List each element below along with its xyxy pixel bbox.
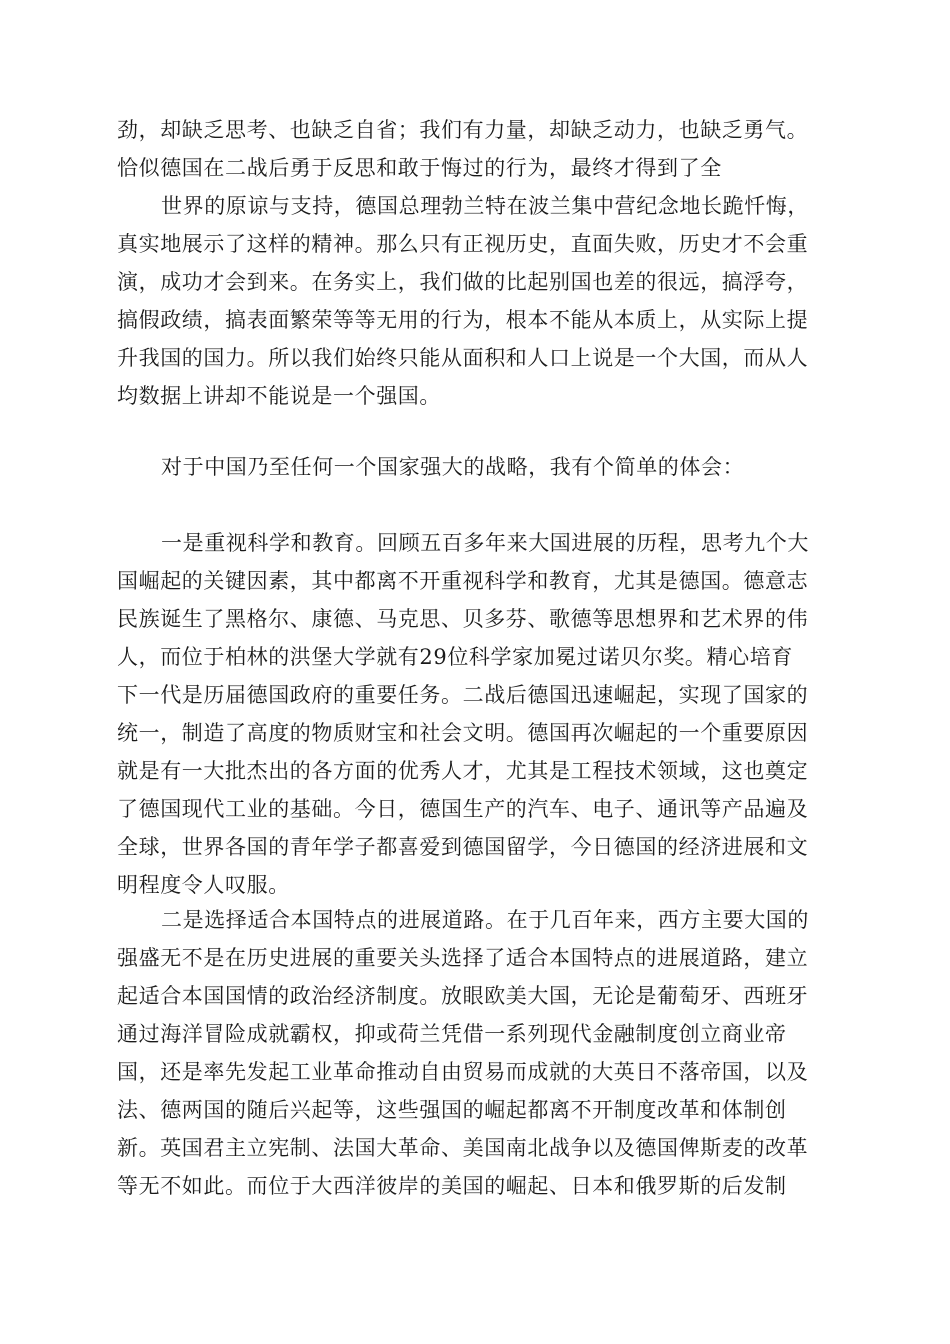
text-line: 二是选择适合本国特点的进展道路。在于几百年来，西方主要大国的 bbox=[161, 908, 809, 932]
text-line: 法、德两国的随后兴起等，这些强国的崛起都离不开制度改革和体制创 bbox=[117, 1098, 787, 1122]
text-line: 搞假政绩，搞表面繁荣等等无用的行为，根本不能从本质上，从实际上提 bbox=[117, 308, 809, 332]
paragraph bbox=[117, 111, 833, 187]
text-line: 国，还是率先发起工业革命推动自由贸易而成就的大英日不落帝国，以及 bbox=[117, 1060, 809, 1084]
text-line: 人，而位于柏林的洪堡大学就有29位科学家加冕过诺贝尔奖。精心培育 bbox=[117, 645, 793, 669]
text-line: 统一，制造了高度的物质财宝和社会文明。德国再次崛起的一个重要原因 bbox=[117, 721, 809, 745]
text-line: 一是重视科学和教育。回顾五百多年来大国进展的历程，思考九个大 bbox=[161, 531, 809, 555]
text-line: 就是有一大批杰出的各方面的优秀人才，尤其是工程技术领域，这也奠定 bbox=[117, 759, 809, 783]
text-line: 等无不如此。而位于大西洋彼岸的美国的崛起、日本和俄罗斯的后发制 bbox=[117, 1174, 787, 1198]
text-line: 强盛无不是在历史进展的重要关头选择了适合本国特点的进展道路，建立 bbox=[117, 946, 809, 970]
text-line: 恰似德国在二战后勇于反思和敢于悔过的行为，最终才得到了全 bbox=[117, 156, 722, 180]
text-line: 国崛起的关键因素，其中都离不开重视科学和教育，尤其是德国。德意志 bbox=[117, 569, 809, 593]
text-line: 演，成功才会到来。在务实上，我们做的比起别国也差的很远，搞浮夸， bbox=[117, 270, 809, 294]
paragraph bbox=[117, 901, 833, 1205]
paragraph bbox=[117, 524, 833, 904]
text-line: 世界的原谅与支持，德国总理勃兰特在波兰集中营纪念地长跪忏悔， bbox=[161, 194, 809, 218]
text-line: 通过海洋冒险成就霸权，抑或荷兰凭借一系列现代金融制度创立商业帝 bbox=[117, 1022, 787, 1046]
text-line: 对于中国乃至任何一个国家强大的战略，我有个简单的体会： bbox=[161, 455, 745, 479]
paragraph bbox=[117, 187, 833, 415]
text-line: 下一代是历届德国政府的重要任务。二战后德国迅速崛起，实现了国家的 bbox=[117, 683, 809, 707]
text-line: 了德国现代工业的基础。今日，德国生产的汽车、电子、通讯等产品遍及 bbox=[117, 797, 809, 821]
text-line: 劲，却缺乏思考、也缺乏自省；我们有力量，却缺乏动力，也缺乏勇气。 bbox=[117, 118, 809, 142]
text-line: 新。英国君主立宪制、法国大革命、美国南北战争以及德国俾斯麦的改革 bbox=[117, 1136, 809, 1160]
text-line: 真实地展示了这样的精神。那么只有正视历史，直面失败，历史才不会重 bbox=[117, 232, 809, 256]
text-line: 民族诞生了黑格尔、康德、马克思、贝多芬、歌德等思想界和艺术界的伟 bbox=[117, 607, 809, 631]
text-line: 明程度令人叹服。 bbox=[117, 873, 290, 897]
text-line: 全球，世界各国的青年学子都喜爱到德国留学，今日德国的经济进展和文 bbox=[117, 835, 809, 859]
text-line: 均数据上讲却不能说是一个强国。 bbox=[117, 384, 441, 408]
paragraph bbox=[117, 448, 833, 486]
text-line: 升我国的国力。所以我们始终只能从面积和人口上说是一个大国，而从人 bbox=[117, 346, 809, 370]
text-line: 起适合本国国情的政治经济制度。放眼欧美大国，无论是葡萄牙、西班牙 bbox=[117, 984, 809, 1008]
